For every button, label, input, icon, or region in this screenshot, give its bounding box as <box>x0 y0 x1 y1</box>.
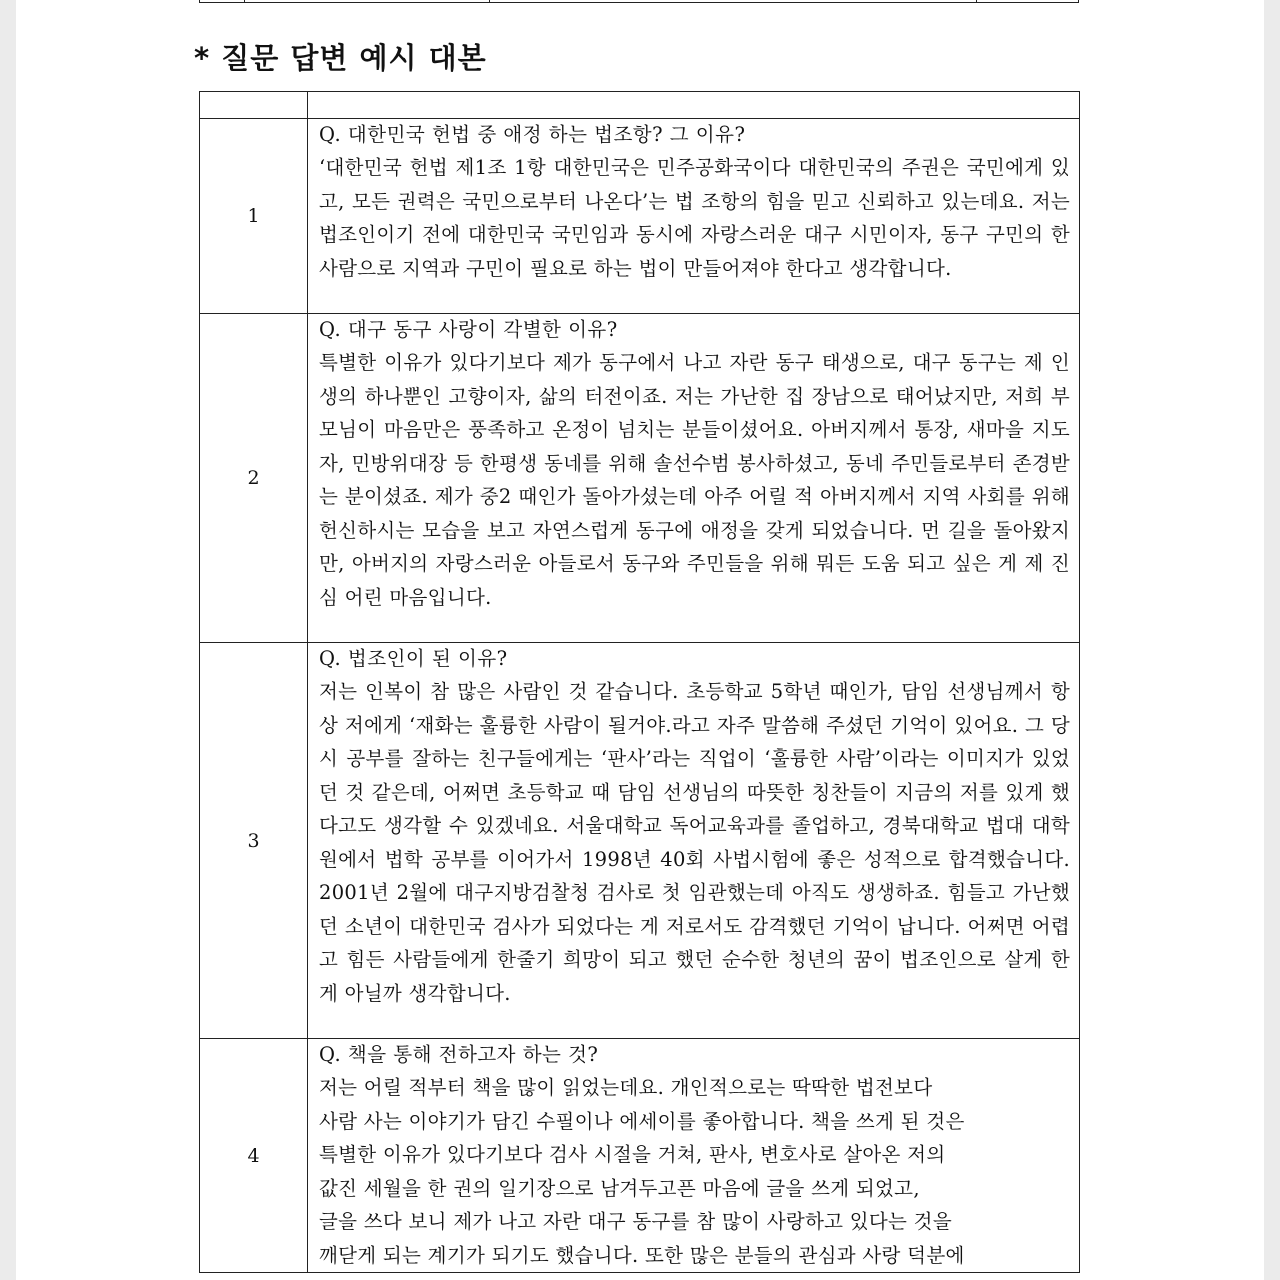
table-row <box>200 314 1080 643</box>
row-number: 1 <box>200 119 308 314</box>
question-text: Q. 대한민국 헌법 중 애정 하는 법조항? 그 이유? <box>319 123 746 146</box>
table-row <box>200 119 1080 314</box>
question-text: Q. 법조인이 된 이유? <box>319 647 508 670</box>
row-number: 2 <box>200 314 308 643</box>
header-cell-content <box>308 92 1080 119</box>
row-content <box>308 314 1080 643</box>
table-row <box>200 643 1080 1039</box>
answer-text: ‘대한민국 헌법 제1조 1항 대한민국은 민주공화국이다 대한민국의 주권은 국민에게 있고, 모든 권력은 국민으로부터 나온다’는 법 조항의 힘을 믿고 신뢰하고 있는데요. 저는 법조인이기 전에 대한민국 국민임과 동시에 자랑스러운 대구 시민이자, 동구 구민의 한 사람으로 지역과 구민이 필요로 하는 법이 만들어져야 한다고 생각합니다. <box>319 156 1070 280</box>
document-page <box>16 0 1264 1280</box>
previous-table-bottom <box>199 0 1079 3</box>
table-header-row <box>200 92 1080 119</box>
answer-text: 저는 인복이 참 많은 사람인 것 같습니다. 초등학교 5학년 때인가, 담임 선생님께서 항상 저에게 ‘재화는 훌륭한 사람이 될거야.라고 자주 말씀해 주셨던 기억이 있어요. 그 당시 공부를 잘하는 친구들에게는 ‘판사’라는 직업이 ‘훌륭한 사람’이라는 이미지가 있었던 것 같은데, 어쩌면 초등학교 때 담임 선생님의 따뜻한 칭찬들이 지금의 저를 있게 했다고도 생각할 수 있겠네요. 서울대학교 독어교육과를 졸업하고, 경북대학교 법대 대학원에서 법학 공부를 이어가서 1998년 40회 사법시험에 좋은 성적으로 합격했습니다. 2001년 2월에 대구지방검찰청 검사로 첫 임관했는데 아직도 생생하죠. 힘들고 가난했던 소년이 대한민국 검사가 되었다는 게 저로서도 감격했던 기억이 납니다. 어쩌면 어렵고 힘든 사람들에게 한줄기 희망이 되고 했던 순수한 청년의 꿈이 법조인으로 살게 한 게 아닐까 생각합니다. <box>319 680 1070 1005</box>
section-heading: * 질문 답변 예시 대본 <box>194 41 487 75</box>
question-text: Q. 대구 동구 사랑이 각별한 이유? <box>319 318 618 341</box>
row-number: 3 <box>200 643 308 1039</box>
answer-line: 저는 어릴 적부터 책을 많이 읽었는데요. 개인적으로는 딱딱한 법전보다 <box>319 1076 933 1099</box>
row-content <box>308 1039 1080 1273</box>
answer-text <box>319 1071 1070 1272</box>
answer-text: 특별한 이유가 있다기보다 제가 동구에서 나고 자란 동구 태생으로, 대구 동구는 제 인생의 하나뿐인 고향이자, 삶의 터전이죠. 저는 가난한 집 장남으로 태어났지만, 저희 부모님이 마음만은 풍족하고 온정이 넘치는 분들이셨어요. 아버지께서 통장, 새마을 지도자, 민방위대장 등 한평생 동네를 위해 솔선수범 봉사하셨고, 동네 주민들로부터 존경받는 분이셨죠. 제가 중2 때인가 돌아가셨는데 아주 어릴 적 아버지께서 지역 사회를 위해 헌신하시는 모습을 보고 자연스럽게 동구에 애정을 갖게 되었습니다. 먼 길을 돌아왔지만, 아버지의 자랑스러운 아들로서 동구와 주민들을 위해 뭐든 도움 되고 싶은 게 제 진심 어린 마음입니다. <box>319 351 1070 609</box>
question-text: Q. 책을 통해 전하고자 하는 것? <box>319 1043 599 1066</box>
table-row <box>200 1039 1080 1273</box>
row-number: 4 <box>200 1039 308 1273</box>
answer-line: 글을 쓰다 보니 제가 나고 자란 대구 동구를 참 많이 사랑하고 있다는 것을 <box>319 1210 952 1233</box>
qa-script-table <box>199 91 1080 1273</box>
row-content <box>308 119 1080 314</box>
row-content <box>308 643 1080 1039</box>
answer-line: 깨닫게 되는 계기가 되기도 했습니다. 또한 많은 분들의 관심과 사랑 덕분에 <box>319 1243 965 1267</box>
answer-line: 특별한 이유가 있다기보다 검사 시절을 거쳐, 판사, 변호사로 살아온 저의 <box>319 1143 946 1166</box>
answer-line: 값진 세월을 한 권의 일기장으로 남겨두고픈 마음에 글을 쓰게 되었고, <box>319 1176 920 1200</box>
answer-line: 사람 사는 이야기가 담긴 수필이나 에세이를 좋아합니다. 책을 쓰게 된 것은 <box>319 1109 965 1133</box>
header-cell-number <box>200 92 308 119</box>
